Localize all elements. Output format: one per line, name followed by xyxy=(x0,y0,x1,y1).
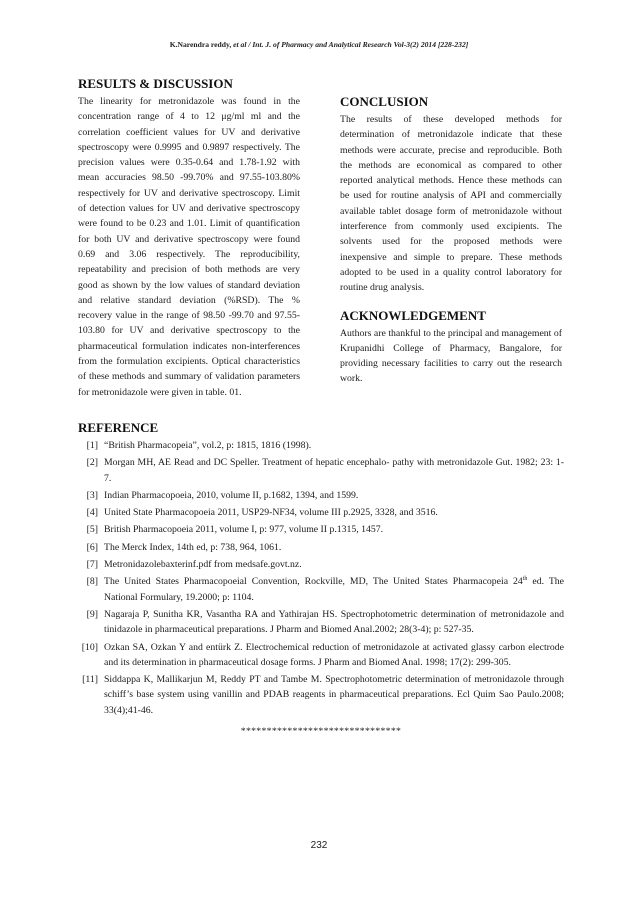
acknowledgement-paragraph: Authors are thankful to the principal and management of Krupanidhi College of Pharmacy, Bangalore, for providing necessary facilities to carry out the research work. xyxy=(340,327,562,385)
reference-text: Indian Pharmacopoeia, 2010, volume II, p.1682, 1394, and 1599. xyxy=(104,489,359,501)
reference-number: [2] xyxy=(86,457,98,469)
header-journal: et al / Int. J. of Pharmacy and Analytical Research Vol-3(2) 2014 [228-232] xyxy=(233,40,469,49)
reference-item xyxy=(78,540,564,555)
reference-number: [8] xyxy=(86,576,98,588)
reference-number: [3] xyxy=(86,489,98,501)
reference-number: [11] xyxy=(82,674,98,686)
results-paragraph: The linearity for metronidazole was found in the concentration range of 4 to 12 μg/ml ml and the correlation coefficient values for UV and derivative spectroscopy were 0.9995 and 0.9897 respectively. The precision values were 0.35-0.64 and 1.78-1.92 with mean accuracies 98.50 -99.70% and 97.55-103.80% respectively for UV and derivative spectroscopy. Limit of detection values for UV and derivative spectroscopy were found to be 0.23 and 1.01. Limit of quantification for both UV and derivative spectroscopy were found 0.69 and 3.06 respectively. The reproducibility, repeatability and precision of both methods are very good as shown by the low values of standard deviation and relative standard deviation (%RSD). The % recovery value in the range of 98.50 -99.70 and 97.55-103.80 for UV and derivative spectroscopy to the pharmaceutical formulation indicates non-interferences from the formulation excipients. Optical characteristics of these methods and summary of validation parameters for metronidazole were given in table. 01. xyxy=(78,96,300,398)
reference-item xyxy=(78,522,564,537)
reference-superscript: th xyxy=(522,576,528,583)
results-heading: RESULTS & DISCUSSION xyxy=(78,76,233,91)
end-marker: ******************************* xyxy=(240,726,402,738)
reference-item xyxy=(78,574,564,605)
reference-item xyxy=(78,672,564,718)
reference-text: United State Pharmacopoeia 2011, USP29-NF34, volume III p.2925, 3328, and 3516. xyxy=(104,507,438,519)
reference-text: The Merck Index, 14th ed, p: 738, 964, 1061. xyxy=(104,541,282,553)
reference-list xyxy=(78,438,564,718)
reference-section xyxy=(78,420,564,737)
reference-number: [1] xyxy=(86,440,98,451)
reference-text: Nagaraja P, Sunitha KR, Vasantha RA and Yathirajan HS. Spectrophotometric determination of metronidazole and tinidazole in pharmaceutical preparations. J Pharm and Biomed Anal.2002; 28(3-4); p: 527-35. xyxy=(104,608,564,636)
reference-item xyxy=(78,505,564,520)
right-column xyxy=(340,94,562,387)
results-discussion-section xyxy=(78,76,300,400)
reference-item xyxy=(78,557,564,572)
conclusion-heading: CONCLUSION xyxy=(340,94,429,109)
reference-number: [4] xyxy=(86,507,98,519)
reference-number: [5] xyxy=(86,524,98,536)
reference-text-part: The United States Pharmacopoeial Convention, Rockville, MD, The United States Pharmacopeia 24 xyxy=(104,576,523,588)
reference-text-part: ed. The National Formulary, 19.2000; p: 1104. xyxy=(104,576,564,603)
header-authors: K.Narendra reddy, xyxy=(169,40,234,49)
acknowledgement-heading: ACKNOWLEDGEMENT xyxy=(340,307,486,323)
reference-text xyxy=(104,574,564,605)
reference-number: [9] xyxy=(86,608,98,620)
reference-text: British Pharmacopoeia 2011, volume I, p: 977, volume II p.1315, 1457. xyxy=(104,524,384,536)
reference-heading: REFERENCE xyxy=(78,420,159,435)
reference-number: [7] xyxy=(86,559,98,571)
reference-text: Metronidazolebaxterinf.pdf from medsafe.govt.nz. xyxy=(104,559,302,571)
reference-item xyxy=(78,438,564,453)
reference-text: Siddappa K, Mallikarjun M, Reddy PT and Tambe M. Spectrophotometric determination of metronidazole through schiff’s base system using vanillin and PDAB reagents in pharmaceutical preparations. Ecl Quim Sao Paulo.2008; 33(4);41-46. xyxy=(104,674,564,716)
reference-text: “British Pharmacopeia”, vol.2, p: 1815, 1816 (1998). xyxy=(104,440,312,451)
reference-text: Ozkan SA, Ozkan Y and entürk Z. Electrochemical reduction of metronidazole at activated glassy carbon electrode and its determination in pharmaceutical dosage forms. J Pharm and Biomed Anal. 1998; 17(2): 299-305. xyxy=(104,641,564,668)
reference-text: Morgan MH, AE Read and DC Speller. Treatment of hepatic encephalo- pathy with metronidazole Gut. 1982; 23: 1-7. xyxy=(104,457,564,484)
conclusion-paragraph: The results of these developed methods for determination of metronidazole indicate that these methods were accurate, precise and reproducible. Both the methods are economical as compared to other reported analytical methods. Hence these methods can be used for routine analysis of API and commercially available tablet dosage form of metronidazole without interference from commonly used excipients. The solvents used for the proposed methods were inexpensive and simple to prepare. These methods adopted to be used in a quality control laboratory for routine drug analysis. xyxy=(340,114,562,294)
reference-item xyxy=(78,607,564,638)
reference-number: [6] xyxy=(86,541,98,553)
reference-item xyxy=(78,640,564,671)
reference-item xyxy=(78,488,564,503)
reference-item xyxy=(78,455,564,486)
reference-number: [10] xyxy=(81,641,98,653)
page-number: 232 xyxy=(310,840,328,851)
running-header xyxy=(0,40,638,49)
